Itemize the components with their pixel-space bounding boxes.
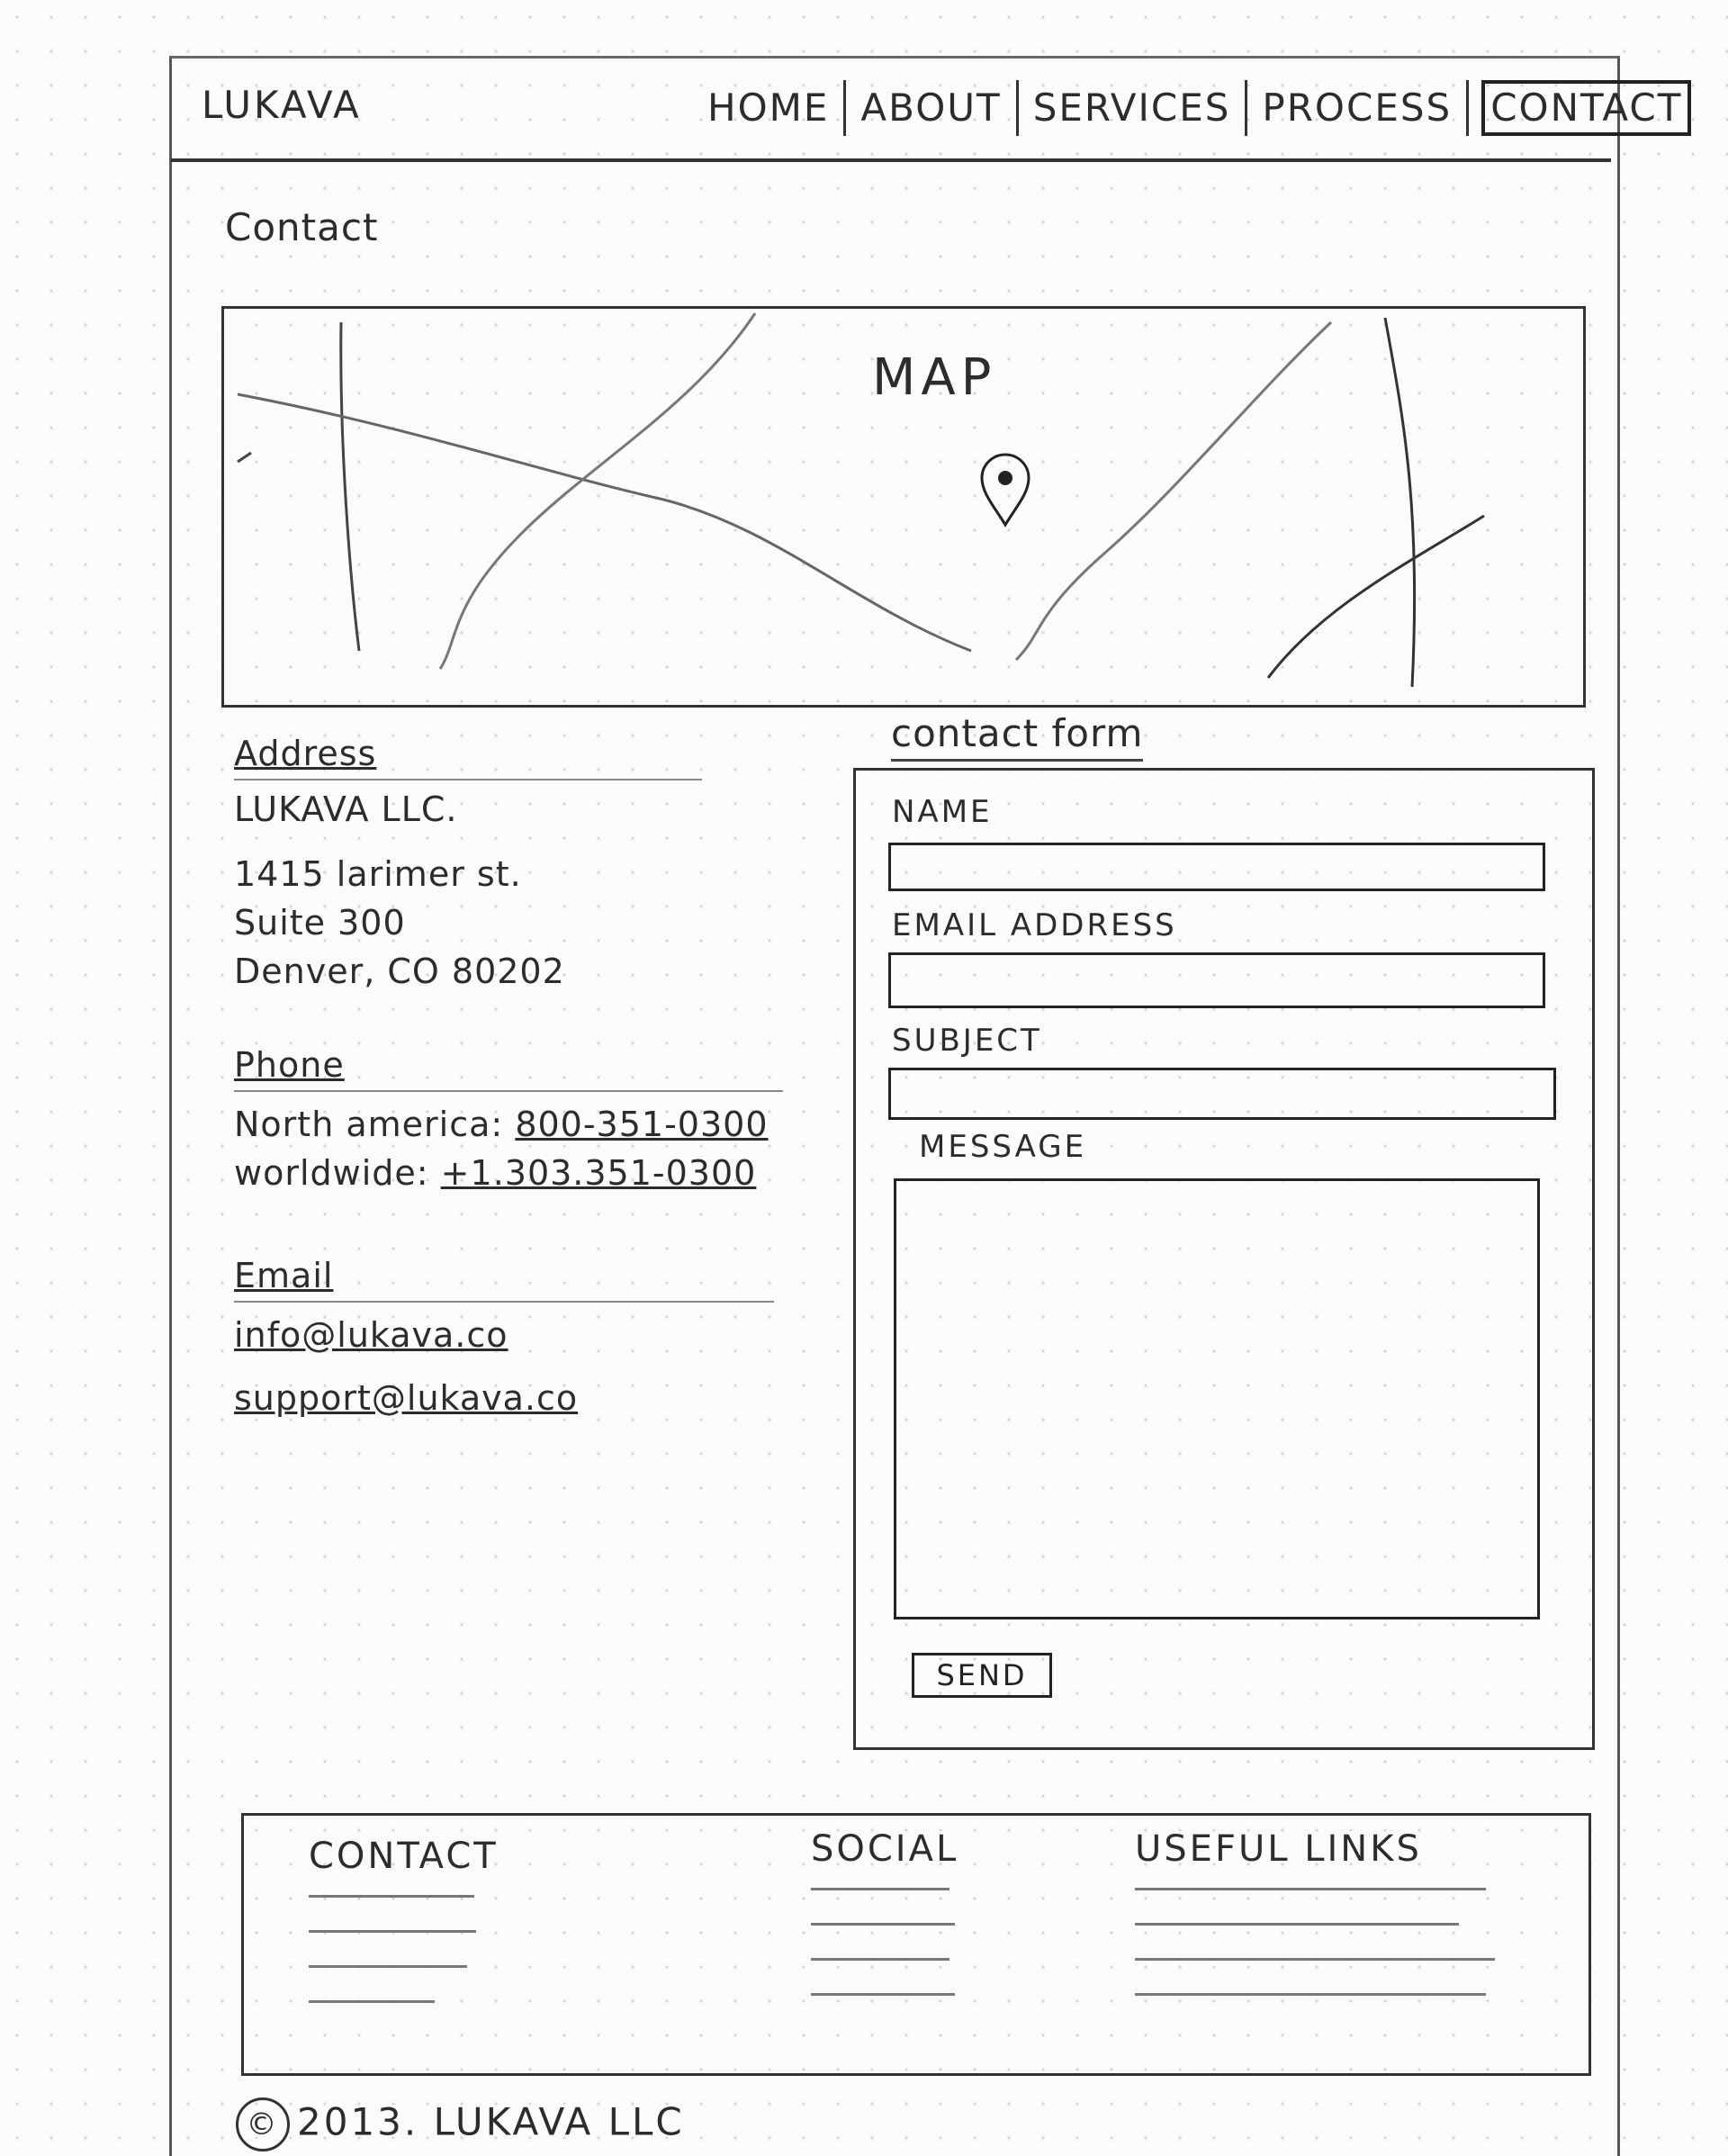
send-button[interactable]: SEND <box>912 1653 1052 1698</box>
email-heading: Email <box>234 1256 774 1303</box>
email-input[interactable] <box>888 952 1545 1008</box>
copyright-text: 2013. LUKAVA LLC <box>297 2099 685 2144</box>
address-suite: Suite 300 <box>234 903 406 943</box>
map-pin-icon[interactable] <box>978 453 1032 528</box>
footer-useful-links-column <box>1135 1828 1531 2028</box>
subject-label: SUBJECT <box>892 1023 1042 1059</box>
footer-social-link[interactable] <box>811 1923 955 1926</box>
phone-worldwide-label: worldwide: <box>234 1153 429 1193</box>
phone-heading: Phone <box>234 1045 783 1092</box>
name-label: NAME <box>892 794 993 830</box>
footer-useful-link[interactable] <box>1135 1888 1486 1890</box>
footer-contact-column <box>309 1836 499 2035</box>
footer-useful-link[interactable] <box>1135 1958 1495 1961</box>
nav-about[interactable]: ABOUT <box>846 80 1018 136</box>
form-title: contact form <box>891 711 1143 762</box>
map[interactable] <box>221 306 1586 708</box>
phone-worldwide <box>234 1153 810 1193</box>
nav-home[interactable]: HOME <box>693 80 846 136</box>
nav-process[interactable]: PROCESS <box>1247 80 1469 136</box>
page-title: Contact <box>225 205 379 249</box>
copyright-icon: © <box>236 2097 290 2151</box>
contact-form <box>853 768 1595 1750</box>
phone-north-america-link[interactable]: 800-351-0300 <box>515 1105 769 1144</box>
nav-contact[interactable]: CONTACT <box>1481 80 1691 136</box>
footer-useful-links-heading: USEFUL LINKS <box>1135 1828 1422 1870</box>
address-heading: Address <box>234 734 702 780</box>
footer-contact-link[interactable] <box>309 2000 435 2003</box>
name-input[interactable] <box>888 843 1545 891</box>
email-info-link[interactable]: info@lukava.co <box>234 1315 508 1355</box>
footer-social-column <box>811 1828 991 2028</box>
address-city: Denver, CO 80202 <box>234 952 565 991</box>
map-label: MAP <box>872 348 997 407</box>
footer-contact-link[interactable] <box>309 1965 467 1968</box>
nav-services[interactable]: SERVICES <box>1019 80 1248 136</box>
footer-social-link[interactable] <box>811 1888 950 1890</box>
subject-input[interactable] <box>888 1068 1556 1120</box>
footer-social-link[interactable] <box>811 1993 955 1996</box>
phone-worldwide-link[interactable]: +1.303.351-0300 <box>440 1153 757 1193</box>
footer-contact-heading: CONTACT <box>309 1836 499 1877</box>
message-label: MESSAGE <box>919 1129 1087 1165</box>
footer-social-heading: SOCIAL <box>811 1828 959 1870</box>
footer <box>241 1813 1591 2076</box>
phone-north-america <box>234 1105 810 1144</box>
email-support-link[interactable]: support@lukava.co <box>234 1378 579 1418</box>
footer-contact-link[interactable] <box>309 1930 476 1933</box>
footer-useful-link[interactable] <box>1135 1993 1486 1996</box>
contact-info <box>234 734 810 1418</box>
address-company: LUKAVA LLC. <box>234 789 458 829</box>
email-label: EMAIL ADDRESS <box>892 907 1177 943</box>
brand-logo[interactable]: LUKAVA <box>202 83 362 127</box>
footer-useful-link[interactable] <box>1135 1923 1459 1926</box>
header-divider <box>171 158 1611 162</box>
footer-contact-link[interactable] <box>309 1895 474 1898</box>
copyright <box>236 2097 685 2151</box>
phone-north-america-label: North america: <box>234 1105 504 1144</box>
message-textarea[interactable] <box>894 1178 1540 1619</box>
footer-social-link[interactable] <box>811 1958 950 1961</box>
main-nav <box>693 76 1691 140</box>
address-street: 1415 larimer st. <box>234 854 522 894</box>
